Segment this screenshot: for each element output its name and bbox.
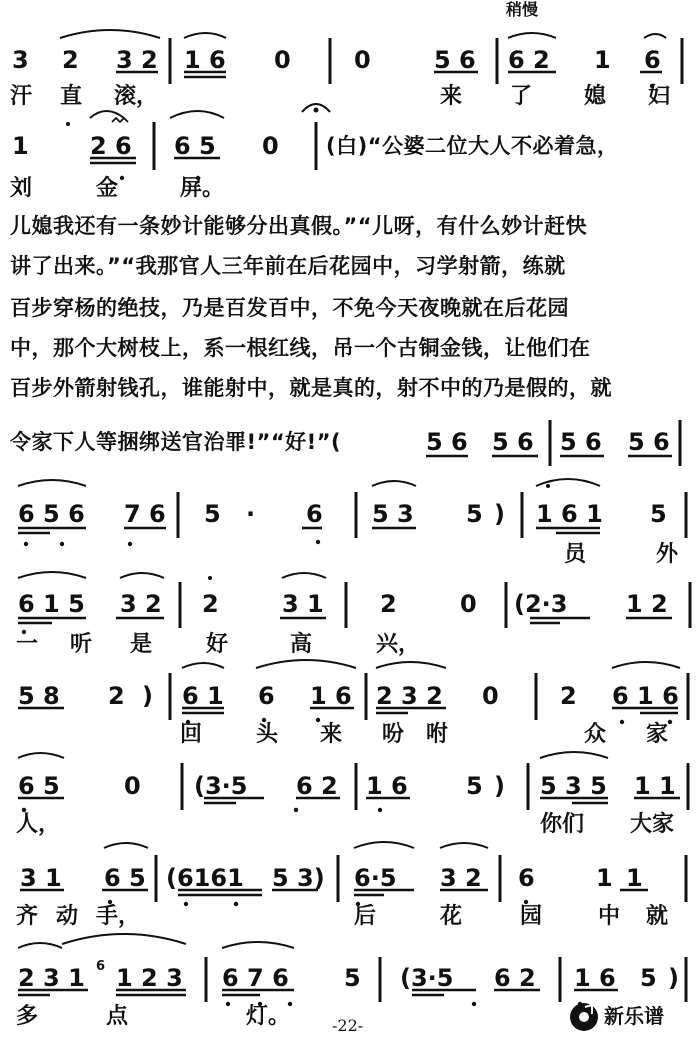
- prose-line: 中，那个大树枝上，系一根红线，吊一个古铜金钱，让他们在: [10, 336, 591, 360]
- note: 2: [62, 46, 79, 74]
- note: ): [668, 964, 679, 992]
- note: 6: [258, 682, 275, 710]
- prose-line: 讲了出来。”“我那官人三年前在后花园中，习学射箭，练就: [10, 254, 566, 278]
- note: 2: [380, 590, 397, 618]
- lyric: 妇: [648, 84, 671, 109]
- grace-note: 6: [96, 959, 106, 974]
- lyric: 就: [646, 904, 669, 929]
- note: 3 1: [20, 864, 62, 892]
- note: 5: [204, 500, 221, 528]
- note: 5 6: [560, 428, 602, 456]
- note: 1 1: [634, 772, 676, 800]
- note: 5: [640, 964, 657, 992]
- lyric: 动: [56, 904, 79, 929]
- note: (6161: [166, 864, 244, 892]
- note: 0: [274, 46, 291, 74]
- note: ): [494, 772, 505, 800]
- note: 3 1: [282, 590, 324, 618]
- spoken-dialogue: (白)“公婆二位大人不必着急，: [326, 134, 619, 158]
- lyric: 花: [440, 904, 463, 929]
- lyric: 是: [130, 632, 153, 657]
- lyric: 一: [16, 632, 39, 657]
- prose-line: 百步穿杨的绝技，乃是百发百中，不免今天夜晚就在后花园: [10, 296, 569, 320]
- note: 5 8: [18, 682, 60, 710]
- note: 5 3): [272, 864, 325, 892]
- music-disc-icon: [568, 1001, 600, 1033]
- lyric: 人，: [16, 812, 61, 837]
- note: 1: [626, 864, 643, 892]
- lyric: 回: [180, 722, 203, 747]
- note: 1: [594, 46, 611, 74]
- note: 6: [518, 864, 535, 892]
- lyric: 多: [16, 1004, 39, 1029]
- note: 2: [108, 682, 125, 710]
- note: 5 3: [372, 500, 414, 528]
- note: 6 5: [18, 772, 60, 800]
- prose-line: 百步外箭射钱孔，谁能射中，就是真的，射不中的乃是假的，就: [10, 376, 612, 400]
- note: 2 3 1: [18, 964, 85, 992]
- note: 6 7 6: [222, 964, 289, 992]
- note: ·: [246, 500, 256, 528]
- note: 1: [12, 132, 29, 160]
- lyric: 吩: [382, 722, 405, 747]
- lyric: 头: [256, 722, 279, 747]
- note: 1 6: [310, 682, 352, 710]
- note: 6 5: [104, 864, 146, 892]
- note: 6 2: [508, 46, 550, 74]
- note: 5 6: [628, 428, 670, 456]
- site-logo: [568, 1000, 692, 1034]
- lyric: 员: [564, 542, 587, 567]
- note: 0: [124, 772, 141, 800]
- note: 5 6: [426, 428, 468, 456]
- lyric: 来: [320, 722, 343, 747]
- note: 3 2: [440, 864, 482, 892]
- note: 5 6: [492, 428, 534, 456]
- note: ): [142, 682, 153, 710]
- note: 0: [354, 46, 371, 74]
- lyric: 刘: [10, 176, 33, 201]
- lyric: 金: [96, 176, 119, 201]
- note: (2·3: [514, 590, 568, 618]
- note: 0: [482, 682, 499, 710]
- tempo-marking: 稍慢: [506, 0, 539, 19]
- lyric: 众: [584, 722, 607, 747]
- lyric: 兴，: [376, 632, 421, 657]
- note: 1 6: [574, 964, 616, 992]
- lyric: 汗: [10, 84, 33, 109]
- note: ): [494, 500, 505, 528]
- note: (3·5: [400, 964, 454, 992]
- note: (3·5: [194, 772, 248, 800]
- note: 5: [466, 500, 483, 528]
- lyric: 了: [510, 84, 533, 109]
- note: 6: [644, 46, 661, 74]
- note: 5 6: [434, 46, 476, 74]
- lyric: 直: [60, 84, 83, 109]
- page-number: -22-: [332, 1016, 364, 1035]
- note: 6: [306, 500, 323, 528]
- lyric: 媳: [584, 84, 607, 109]
- lyric: 咐: [426, 722, 449, 747]
- note: 1 6 1: [536, 500, 603, 528]
- note: 6 1: [182, 682, 224, 710]
- note: 3 2: [116, 46, 158, 74]
- note: 6 2: [296, 772, 338, 800]
- lyric: 好: [206, 632, 229, 657]
- note: 5: [344, 964, 361, 992]
- note: 1: [596, 864, 613, 892]
- lyric: 你们: [540, 812, 585, 837]
- lyric: 大家: [630, 812, 675, 837]
- note: 2 3 2: [376, 682, 443, 710]
- note: 1 6: [366, 772, 408, 800]
- lyric: 手，: [96, 904, 141, 929]
- lyric: 点: [106, 1004, 129, 1029]
- lyric: 听: [70, 632, 93, 657]
- note: 2 6: [90, 132, 132, 160]
- note: 5: [466, 772, 483, 800]
- note: 0: [460, 590, 477, 618]
- note: 0: [262, 132, 279, 160]
- prose-line: 令家下人等捆绑送官治罪!”“好!”(: [10, 430, 342, 454]
- note: 2: [560, 682, 577, 710]
- note: 5 3 5: [540, 772, 607, 800]
- note: 6 1 5: [18, 590, 85, 618]
- note: 1 6: [184, 46, 226, 74]
- lyric: 中: [598, 904, 621, 929]
- note: 6·5: [354, 864, 397, 892]
- note: 6 2: [494, 964, 536, 992]
- note: 7 6: [124, 500, 166, 528]
- note: 3: [12, 46, 29, 74]
- note: 2: [202, 590, 219, 618]
- prose-line: 儿媳我还有一条妙计能够分出真假。”“儿呀，有什么妙计赶快: [10, 214, 588, 238]
- note: 6 1 6: [612, 682, 679, 710]
- lyric: 屏。: [180, 176, 225, 201]
- lyric: 家: [646, 722, 669, 747]
- note: 3 2: [120, 590, 162, 618]
- lyric: 滚，: [114, 84, 159, 109]
- lyric: 后: [354, 904, 377, 929]
- note: 1 2 3: [116, 964, 183, 992]
- note: 6 5 6: [18, 500, 85, 528]
- lyric: 来: [440, 84, 463, 109]
- lyric: 高: [290, 632, 313, 657]
- lyric: 园: [520, 904, 543, 929]
- note: 5: [650, 500, 667, 528]
- note: 1 2: [626, 590, 668, 618]
- lyric: 齐: [16, 904, 39, 929]
- logo-text: 新乐谱: [604, 1004, 664, 1028]
- lyric: 灯。: [246, 1004, 291, 1029]
- lyric: 外: [656, 542, 679, 567]
- note: 6 5: [174, 132, 216, 160]
